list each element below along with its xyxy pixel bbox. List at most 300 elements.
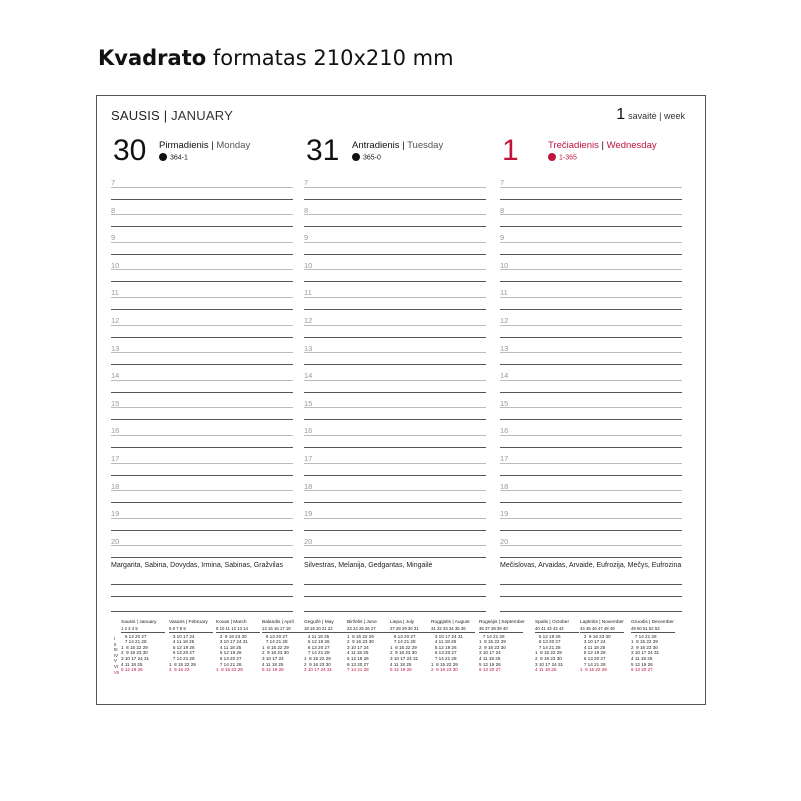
- half-hour-line: [500, 325, 682, 326]
- half-hour-line: [304, 490, 486, 491]
- mini-calendar-title: Gruodis | December: [631, 620, 674, 625]
- mini-calendar-row: 5 12 19 26: [262, 667, 284, 673]
- mini-calendar-row: 6 13 20 27: [479, 667, 501, 673]
- hour-label: 20: [111, 536, 120, 546]
- mini-calendar-row: 3 10 17 24 31: [390, 656, 419, 662]
- mini-calendar-row: 4 11 18 25: [347, 650, 369, 656]
- day-name-lt: Pirmadienis: [159, 140, 209, 151]
- hour-row: [111, 365, 293, 393]
- day-name-en: Tuesday: [407, 140, 444, 151]
- heading-bold: Kvadrato: [98, 46, 207, 70]
- mini-calendar-row: 4 11 18 25: [580, 644, 606, 650]
- day-dot-icon: [159, 153, 167, 161]
- hour-row: [111, 255, 293, 283]
- hour-row: [111, 227, 293, 255]
- hour-row: [304, 476, 486, 504]
- day-number: 31: [306, 134, 340, 167]
- half-hour-line: [111, 518, 293, 519]
- mini-calendar: [431, 620, 475, 673]
- day-count: [159, 154, 188, 161]
- half-hour-line: [500, 407, 682, 408]
- hour-row: [304, 282, 486, 310]
- hour-label: 20: [500, 536, 509, 546]
- half-hour-line: [111, 545, 293, 546]
- mini-calendar: [479, 620, 523, 673]
- mini-calendar-row: 1 8 15 22 29: [262, 644, 289, 650]
- mini-calendar-row: 7 14 21 28: [169, 656, 195, 662]
- note-line: [500, 596, 682, 597]
- hour-row: [111, 448, 293, 476]
- mini-calendar-row: 2 9 16 23 30: [431, 667, 458, 673]
- hour-label: 8: [111, 205, 116, 215]
- mini-calendar-row: 2 9 16 23 30: [390, 650, 417, 656]
- half-hour-line: [500, 435, 682, 436]
- note-line: [304, 584, 486, 585]
- mini-calendar-weeks: 44 45 46 47 48 49: [580, 626, 624, 633]
- hour-row: [500, 420, 682, 448]
- hour-row: [111, 476, 293, 504]
- hour-label: 15: [500, 398, 509, 408]
- mini-calendar-title: Lapkritis | November: [580, 620, 624, 625]
- weekday-roman: III: [114, 647, 118, 653]
- mini-calendar-row: 6 13 20 27: [535, 639, 561, 645]
- day-dot-icon: [548, 153, 556, 161]
- hour-row: [304, 420, 486, 448]
- mini-calendar-row: 7 14 21 28: [479, 633, 505, 639]
- day-number: 1: [502, 134, 519, 167]
- mini-calendar-row: 1 8 15 22 29: [121, 644, 148, 650]
- hour-label: 14: [111, 371, 120, 381]
- mini-calendar-row: 6 13 20 27: [216, 656, 242, 662]
- hour-row: [304, 448, 486, 476]
- half-hour-line: [304, 545, 486, 546]
- mini-calendar-weeks: 18 19 20 21 22: [304, 626, 348, 633]
- note-line: [500, 584, 682, 585]
- hour-label: 9: [500, 233, 505, 243]
- hour-row: [111, 172, 293, 200]
- weekday-roman: VI: [114, 663, 119, 669]
- mini-calendar-row: 3 10 17 24 31: [535, 661, 564, 667]
- mini-calendar-weeks: 23 24 25 26 27: [347, 626, 391, 633]
- mini-calendar-row: 2 9 16 23 30: [479, 644, 506, 650]
- week-number: 1: [616, 106, 626, 123]
- hour-row: [500, 282, 682, 310]
- mini-calendar-row: 6 13 20 27: [390, 633, 416, 639]
- mini-calendar-row: 7 14 21 28: [580, 661, 606, 667]
- half-hour-line: [500, 269, 682, 270]
- day-name: [548, 140, 657, 151]
- hour-label: 19: [111, 509, 120, 519]
- mini-calendar: [535, 620, 579, 673]
- half-hour-line: [500, 352, 682, 353]
- note-line: [304, 611, 486, 612]
- mini-calendar-row: 4 11 18 25: [121, 661, 143, 667]
- mini-calendar-row: 3 10 17 24: [262, 656, 284, 662]
- hour-label: 8: [304, 205, 309, 215]
- planner-page: [96, 95, 706, 705]
- mini-calendar-weeks: 31 32 33 34 35 36: [431, 626, 475, 633]
- mini-calendar-row: 1 8 15 22 29: [347, 633, 374, 639]
- mini-calendar-row: 7 14 21 28: [631, 633, 657, 639]
- half-hour-line: [500, 214, 682, 215]
- mini-calendar-title: Rugsėjis | September: [479, 620, 525, 625]
- mini-calendar-row: 3 10 17 24: [169, 633, 195, 639]
- mini-calendar-row: 1 8 15 22 29: [390, 644, 417, 650]
- week-label: [616, 106, 685, 124]
- half-hour-line: [500, 242, 682, 243]
- mini-calendar-row: 3 10 17 24: [580, 639, 606, 645]
- mini-calendar-row: 5 12 19 26: [535, 633, 561, 639]
- mini-calendar-row: 1 8 15 22 29: [479, 639, 506, 645]
- day-count: [352, 154, 381, 161]
- mini-calendar-title: Birželis | June: [347, 620, 377, 625]
- day-name-lt: Antradienis: [352, 140, 400, 151]
- half-hour-line: [111, 407, 293, 408]
- day-number: 30: [113, 134, 147, 167]
- mini-calendar-row: 2 9 16 23 30: [580, 633, 611, 639]
- mini-calendar-row: 6 13 20 27: [262, 633, 288, 639]
- mini-calendar-row: 7 14 21 28: [535, 644, 561, 650]
- half-hour-line: [500, 545, 682, 546]
- mini-calendar-row: 7 14 21 28: [390, 639, 416, 645]
- mini-calendar-row: 1 8 15 22 29: [431, 661, 458, 667]
- mini-calendar-weeks: 27 28 29 30 31: [390, 626, 434, 633]
- mini-calendar-row: 4 11 18 25: [631, 656, 653, 662]
- hour-label: 7: [111, 178, 116, 187]
- mini-calendar-title: Spalis | October: [535, 620, 570, 625]
- mini-calendar-row: 7 14 21 28: [304, 650, 330, 656]
- mini-calendar-row: 1 8 15 22 29: [169, 661, 196, 667]
- note-line: [500, 611, 682, 612]
- half-hour-line: [304, 187, 486, 188]
- hour-row: [304, 310, 486, 338]
- hour-row: [500, 531, 682, 559]
- hour-label: 9: [304, 233, 309, 243]
- half-hour-line: [304, 214, 486, 215]
- mini-calendar-row: 1 8 15 22 29: [580, 667, 607, 673]
- hour-label: 15: [304, 398, 313, 408]
- day-name: [159, 140, 250, 151]
- hour-row: [500, 338, 682, 366]
- mini-calendar-row: 3 10 17 24 31: [304, 667, 333, 673]
- mini-calendar-row: 4 11 18 25: [390, 661, 412, 667]
- hour-row: [304, 172, 486, 200]
- hour-row: [500, 255, 682, 283]
- mini-calendar-row: 5 12 19 26: [169, 644, 195, 650]
- day-count-value: 1-365: [559, 154, 577, 162]
- half-hour-line: [111, 435, 293, 436]
- hour-row: [111, 338, 293, 366]
- day-name-lt: Trečiadienis: [548, 140, 599, 151]
- hour-label: 11: [304, 288, 312, 298]
- half-hour-line: [500, 297, 682, 298]
- hour-row: [304, 255, 486, 283]
- hour-row: [111, 420, 293, 448]
- mini-calendar-row: 5 12 19 26: [431, 644, 457, 650]
- weekday-roman: II: [114, 641, 117, 647]
- hour-label: 17: [111, 454, 120, 463]
- mini-calendar-row: 1 8 15 22 29: [304, 656, 331, 662]
- namedays: Margarita, Sabina, Dovydas, Irmina, Sabinas, Gražvilas: [111, 562, 283, 569]
- mini-calendar-weeks: 49 50 51 52 53: [631, 626, 675, 633]
- hour-label: 12: [304, 316, 313, 325]
- hour-label: 12: [500, 316, 509, 325]
- hour-label: 12: [111, 316, 120, 325]
- mini-calendar: [262, 620, 306, 673]
- hour-row: [304, 338, 486, 366]
- hour-row: [500, 393, 682, 421]
- mini-calendar-row: 1 8 15 22 29: [216, 667, 243, 673]
- mini-calendar-title: Gegužė | May: [304, 620, 334, 625]
- mini-calendar-row: 4 11 18 25: [431, 639, 457, 645]
- day-name-sep: |: [399, 140, 408, 151]
- mini-calendar-weeks: 1 2 3 4 5: [121, 626, 165, 633]
- half-hour-line: [111, 352, 293, 353]
- hour-label: 15: [111, 398, 120, 408]
- half-hour-line: [111, 214, 293, 215]
- mini-calendar-row: 2 9 16 23 30: [216, 633, 247, 639]
- hour-row: [111, 531, 293, 559]
- mini-calendar-row: 4 11 18 25: [169, 639, 195, 645]
- day-name-en: Monday: [216, 140, 251, 151]
- hour-label: 13: [111, 343, 120, 353]
- hour-label: 18: [304, 481, 313, 491]
- hour-label: 7: [500, 178, 505, 187]
- mini-calendar-row: 3 10 17 24 31: [631, 650, 660, 656]
- hour-row: [111, 200, 293, 228]
- mini-calendar-row: 4 11 18 25: [535, 667, 557, 673]
- namedays: Mečislovas, Arvaidas, Arvaidė, Eufrozija, Mečys, Eufrozina: [500, 562, 682, 569]
- mini-calendar-row: 4 11 18 25: [479, 656, 501, 662]
- page-heading: [98, 46, 454, 70]
- half-hour-line: [304, 380, 486, 381]
- hour-row: [500, 476, 682, 504]
- month-sep: |: [159, 108, 172, 123]
- half-hour-line: [500, 380, 682, 381]
- mini-calendar-row: 4 11 18 25: [304, 633, 330, 639]
- mini-calendar-row: 7 14 21 28: [262, 639, 288, 645]
- mini-calendar-row: 2 9 16 23 30: [121, 650, 148, 656]
- note-line: [304, 596, 486, 597]
- mini-calendar-row: 5 12 19 26: [216, 650, 242, 656]
- half-hour-line: [304, 463, 486, 464]
- hour-row: [500, 227, 682, 255]
- month-lt: SAUSIS: [111, 108, 160, 123]
- half-hour-line: [304, 325, 486, 326]
- mini-calendar: [121, 620, 165, 673]
- hour-row: [500, 200, 682, 228]
- hour-label: 13: [304, 343, 313, 353]
- half-hour-line: [304, 352, 486, 353]
- weekday-roman: V: [114, 658, 117, 664]
- mini-calendar-row: 3 10 17 24 31: [431, 633, 463, 639]
- mini-calendar-row: 3 10 17 24 31: [121, 656, 150, 662]
- hour-label: 18: [111, 481, 120, 491]
- hour-label: 8: [500, 205, 505, 215]
- hour-row: [111, 282, 293, 310]
- mini-calendar-row: 5 12 19 26: [121, 667, 143, 673]
- month-en: JANUARY: [171, 108, 233, 123]
- hour-label: 17: [304, 454, 313, 463]
- hour-row: [111, 393, 293, 421]
- hour-label: 11: [500, 288, 508, 298]
- mini-calendar-weeks: 9 10 11 12 13 14: [216, 626, 260, 633]
- mini-calendar-title: Balandis | April: [262, 620, 294, 625]
- mini-calendar-row: 7 14 21 28: [121, 639, 147, 645]
- note-line: [111, 584, 293, 585]
- mini-calendar-row: 6 13 20 27: [121, 633, 147, 639]
- mini-calendar-row: 7 14 21 28: [431, 656, 457, 662]
- half-hour-line: [304, 435, 486, 436]
- mini-calendar-row: 6 13 20 27: [347, 661, 369, 667]
- day-count: [548, 154, 577, 161]
- mini-calendar-row: 6 13 20 27: [304, 644, 330, 650]
- note-line: [111, 611, 293, 612]
- half-hour-line: [111, 187, 293, 188]
- mini-calendar-row: 5 12 19 26: [479, 661, 501, 667]
- half-hour-line: [304, 242, 486, 243]
- hour-row: [500, 365, 682, 393]
- weekday-roman: VII: [114, 669, 120, 675]
- mini-calendar-row: 7 14 21 28: [347, 667, 369, 673]
- mini-calendar-title: Sausis | January: [121, 620, 157, 625]
- day-name-en: Wednesday: [606, 140, 657, 151]
- mini-calendar-weeks: 40 41 42 43 44: [535, 626, 579, 633]
- mini-calendar-weeks: 5 6 7 8 9: [169, 626, 213, 633]
- day-count-value: 364-1: [170, 154, 188, 162]
- mini-calendar-title: Rugpjūtis | August: [431, 620, 470, 625]
- mini-calendar-row: 5 12 19 26: [390, 667, 412, 673]
- mini-calendar: [347, 620, 391, 673]
- hour-row: [500, 172, 682, 200]
- mini-calendar-row: 3 10 17 24 31: [216, 639, 248, 645]
- day-dot-icon: [352, 153, 360, 161]
- mini-calendar-row: 1 8 15 22 29: [535, 650, 562, 656]
- mini-calendar-weeks: 14 15 16 17 18: [262, 626, 306, 633]
- half-hour-line: [500, 463, 682, 464]
- mini-calendar-row: 2 9 16 23: [169, 667, 190, 673]
- hour-label: 10: [500, 260, 509, 270]
- hour-label: 18: [500, 481, 509, 491]
- mini-calendar-row: 3 10 17 24: [347, 644, 369, 650]
- half-hour-line: [111, 297, 293, 298]
- heading-rest: formatas 210x210 mm: [206, 46, 454, 70]
- hour-row: [304, 393, 486, 421]
- mini-calendar-row: 2 9 16 23 30: [304, 661, 331, 667]
- weekday-roman: IV: [114, 652, 119, 658]
- half-hour-line: [111, 269, 293, 270]
- mini-calendar-row: 2 9 16 23 30: [535, 656, 562, 662]
- mini-calendar-title: Vasaris | February: [169, 620, 208, 625]
- half-hour-line: [304, 518, 486, 519]
- hour-row: [304, 200, 486, 228]
- mini-calendar: [390, 620, 434, 673]
- mini-calendar: [631, 620, 675, 673]
- mini-calendar: [304, 620, 348, 673]
- day-name: [352, 140, 443, 151]
- hour-label: 16: [304, 426, 313, 436]
- mini-calendar-row: 4 11 18 25: [262, 661, 284, 667]
- mini-calendar-row: 5 12 19 26: [304, 639, 330, 645]
- half-hour-line: [500, 187, 682, 188]
- mini-calendar-row: 5 12 19 26: [631, 661, 653, 667]
- hour-row: [500, 448, 682, 476]
- hour-row: [111, 310, 293, 338]
- namedays: Silvestras, Melanija, Gedgantas, Mingailė: [304, 562, 433, 569]
- half-hour-line: [111, 380, 293, 381]
- hour-label: 14: [304, 371, 313, 381]
- hour-row: [111, 503, 293, 531]
- hour-label: 16: [111, 426, 120, 436]
- half-hour-line: [304, 269, 486, 270]
- mini-calendar-row: 6 13 20 27: [631, 667, 653, 673]
- half-hour-line: [111, 463, 293, 464]
- hour-label: 10: [111, 260, 120, 270]
- mini-calendar-row: 6 13 20 27: [431, 650, 457, 656]
- weekday-roman: I: [114, 636, 116, 641]
- hour-label: 19: [304, 509, 313, 519]
- mini-calendar-weeks: 36 37 38 39 40: [479, 626, 523, 633]
- day-count-value: 365-0: [363, 154, 381, 162]
- hour-row: [304, 365, 486, 393]
- mini-calendar-row: 7 14 21 28: [216, 661, 242, 667]
- mini-calendar-row: 4 11 18 25: [216, 644, 242, 650]
- mini-calendar: [216, 620, 260, 673]
- hour-label: 20: [304, 536, 313, 546]
- mini-calendar-row: 2 9 16 23 30: [631, 644, 658, 650]
- hour-label: 10: [304, 260, 313, 270]
- half-hour-line: [111, 490, 293, 491]
- hour-label: 11: [111, 288, 119, 298]
- half-hour-line: [304, 407, 486, 408]
- mini-calendar-row: 5 12 19 26: [347, 656, 369, 662]
- note-line: [111, 596, 293, 597]
- hour-label: 13: [500, 343, 509, 353]
- half-hour-line: [304, 297, 486, 298]
- hour-row: [304, 503, 486, 531]
- mini-calendar: [169, 620, 213, 673]
- hour-label: 7: [304, 178, 309, 187]
- hour-label: 9: [111, 233, 116, 243]
- half-hour-line: [111, 325, 293, 326]
- hour-row: [500, 310, 682, 338]
- mini-calendar-title: Liepa | July: [390, 620, 415, 625]
- half-hour-line: [500, 518, 682, 519]
- mini-calendar-row: 6 13 20 27: [580, 656, 606, 662]
- mini-calendar-title: Kovas | March: [216, 620, 247, 625]
- month-label: [111, 108, 233, 123]
- half-hour-line: [500, 490, 682, 491]
- half-hour-line: [111, 242, 293, 243]
- mini-calendar-row: 6 13 20 27: [169, 650, 195, 656]
- hour-label: 16: [500, 426, 509, 436]
- mini-calendar-row: 1 8 15 22 29: [631, 639, 658, 645]
- mini-calendar-row: 3 10 17 24: [479, 650, 501, 656]
- day-name-sep: |: [208, 140, 217, 151]
- hour-row: [304, 227, 486, 255]
- hour-label: 19: [500, 509, 509, 519]
- hour-row: [500, 503, 682, 531]
- hour-row: [304, 531, 486, 559]
- day-name-sep: |: [598, 140, 607, 151]
- hour-label: 17: [500, 454, 509, 463]
- mini-calendar-row: 2 9 16 23 30: [347, 639, 374, 645]
- mini-calendar: [580, 620, 624, 673]
- hour-label: 14: [500, 371, 509, 381]
- week-text: savaitė | week: [628, 111, 685, 121]
- mini-calendar-row: 5 12 19 26: [580, 650, 606, 656]
- mini-calendar-row: 2 9 16 23 30: [262, 650, 289, 656]
